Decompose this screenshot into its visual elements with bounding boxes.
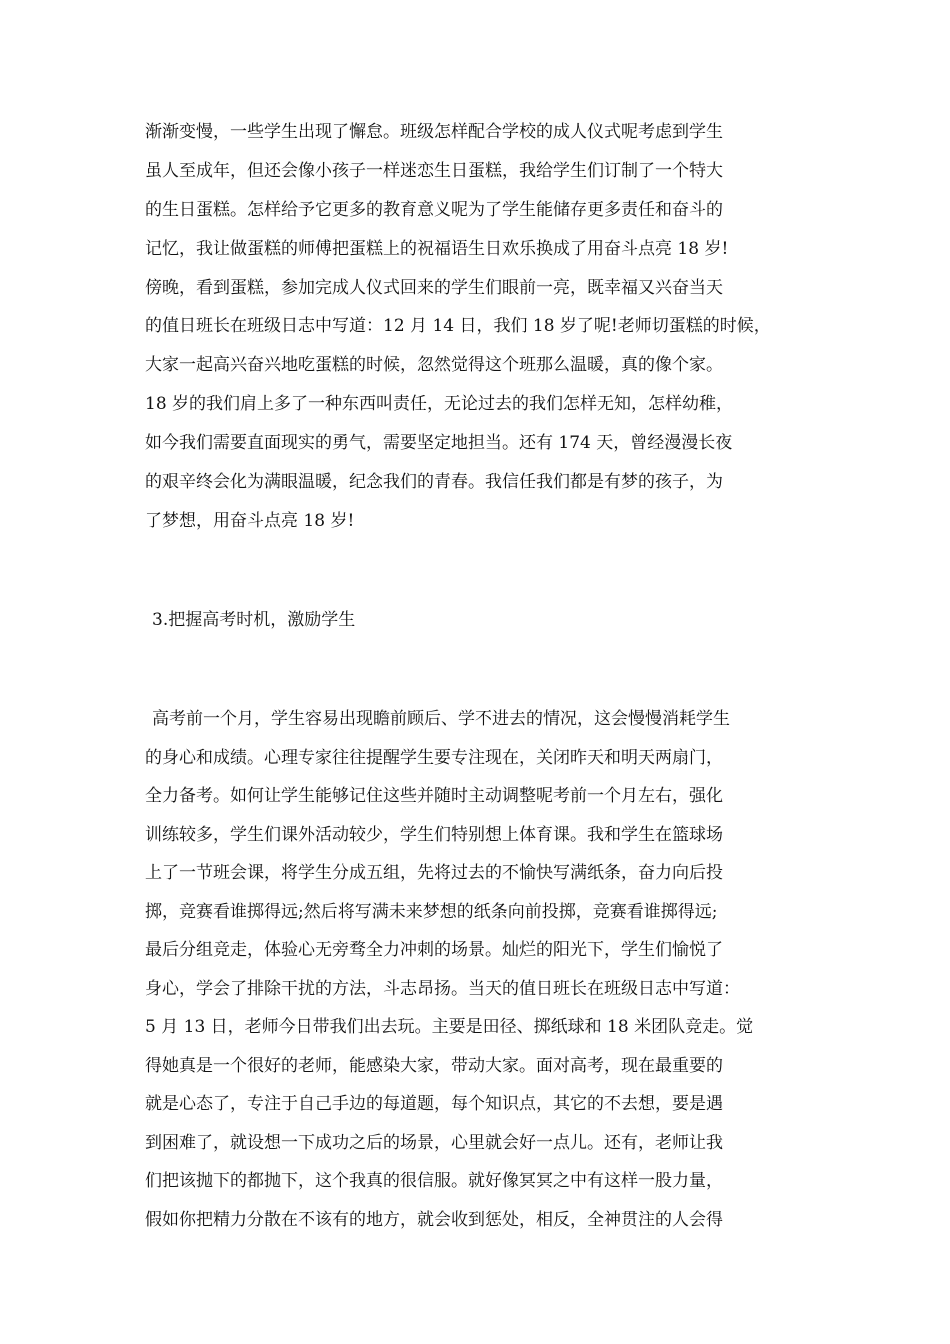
paragraph-1-line: 渐渐变慢，一些学生出现了懈怠。班级怎样配合学校的成人仪式呢考虑到学生 xyxy=(145,122,723,142)
paragraph-1-line: 大家一起高兴奋兴地吃蛋糕的时候，忽然觉得这个班那么温暖，真的像个家。 xyxy=(145,355,723,375)
paragraph-2-line: 全力备考。如何让学生能够记住这些并随时主动调整呢考前一个月左右，强化 xyxy=(145,786,723,806)
paragraph-1-line: 傍晚，看到蛋糕，参加完成人仪式回来的学生们眼前一亮，既幸福又兴奋当天 xyxy=(145,278,723,298)
paragraph-1-line: 的艰辛终会化为满眼温暖，纪念我们的青春。我信任我们都是有梦的孩子，为 xyxy=(145,472,723,492)
paragraph-2-line: 上了一节班会课，将学生分成五组，先将过去的不愉快写满纸条，奋力向后投 xyxy=(145,863,723,883)
section-heading: 3.把握高考时机，激励学生 xyxy=(152,610,356,630)
paragraph-2-line: 就是心态了，专注于自己手边的每道题，每个知识点，其它的不去想，要是遇 xyxy=(145,1094,723,1114)
paragraph-2-line: 的身心和成绩。心理专家往往提醒学生要专注现在，关闭昨天和明天两扇门， xyxy=(145,748,723,768)
paragraph-2-line: 身心，学会了排除干扰的方法，斗志昂扬。当天的值日班长在班级日志中写道： xyxy=(145,979,740,999)
paragraph-1-line: 虽人至成年，但还会像小孩子一样迷恋生日蛋糕，我给学生们订制了一个特大 xyxy=(145,161,723,181)
paragraph-1-line: 如今我们需要直面现实的勇气，需要坚定地担当。还有 174 天，曾经漫漫长夜 xyxy=(145,433,733,453)
paragraph-1-line: 记忆，我让做蛋糕的师傅把蛋糕上的祝福语生日欢乐换成了用奋斗点亮 18 岁! xyxy=(145,239,729,259)
paragraph-1-line: 的值日班长在班级日志中写道：12 月 14 日，我们 18 岁了呢!老师切蛋糕的时候， xyxy=(145,316,771,336)
paragraph-2-line: 最后分组竞走，体验心无旁骛全力冲刺的场景。灿烂的阳光下，学生们愉悦了 xyxy=(145,940,723,960)
paragraph-1-line: 18 岁的我们肩上多了一种东西叫责任，无论过去的我们怎样无知，怎样幼稚， xyxy=(145,394,734,414)
paragraph-1-line: 的生日蛋糕。怎样给予它更多的教育意义呢为了学生能储存更多责任和奋斗的 xyxy=(145,200,723,220)
paragraph-1-line: 了梦想，用奋斗点亮 18 岁! xyxy=(145,511,355,531)
paragraph-2-line: 5 月 13 日，老师今日带我们出去玩。主要是田径、掷纸球和 18 米团队竞走。觉 xyxy=(145,1017,754,1037)
paragraph-2-line: 掷，竞赛看谁掷得远;然后将写满未来梦想的纸条向前投掷，竞赛看谁掷得远; xyxy=(145,902,718,922)
paragraph-2-line: 们把该抛下的都抛下，这个我真的很信服。就好像冥冥之中有这样一股力量， xyxy=(145,1171,723,1191)
paragraph-2-line: 训练较多，学生们课外活动较少，学生们特别想上体育课。我和学生在篮球场 xyxy=(145,825,723,845)
paragraph-2-line: 高考前一个月，学生容易出现瞻前顾后、学不进去的情况，这会慢慢消耗学生 xyxy=(152,709,730,729)
paragraph-2-line: 假如你把精力分散在不该有的地方，就会收到惩处，相反，全神贯注的人会得 xyxy=(145,1210,723,1230)
paragraph-2-line: 到困难了，就设想一下成功之后的场景，心里就会好一点儿。还有，老师让我 xyxy=(145,1133,723,1153)
paragraph-2-line: 得她真是一个很好的老师，能感染大家，带动大家。面对高考，现在最重要的 xyxy=(145,1056,723,1076)
